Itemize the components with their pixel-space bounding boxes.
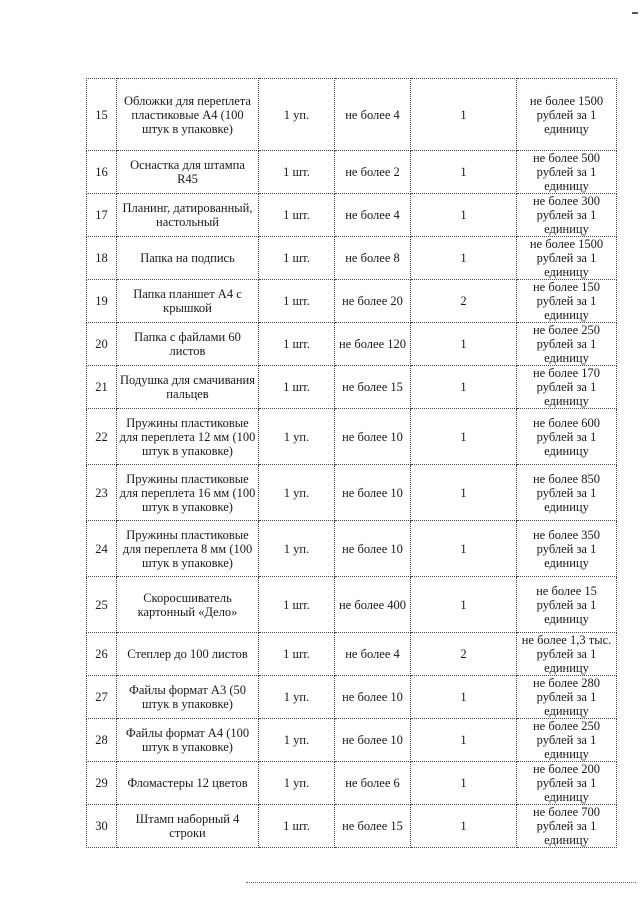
item-count-cell: 1 bbox=[411, 676, 517, 719]
unit-of-measure-cell: 1 уп. bbox=[259, 521, 335, 577]
item-count-cell: 1 bbox=[411, 323, 517, 366]
item-name-cell: Скоросшиватель картонный «Дело» bbox=[117, 577, 259, 633]
item-count-cell: 1 bbox=[411, 237, 517, 280]
supplies-table bbox=[86, 78, 617, 848]
page-bottom-rule bbox=[246, 882, 636, 883]
table-row bbox=[87, 805, 617, 848]
table-row bbox=[87, 676, 617, 719]
item-name-cell: Пружины пластиковые для переплета 12 мм (100 штук в упаковке) bbox=[117, 409, 259, 465]
item-name-cell: Папка планшет А4 с крышкой bbox=[117, 280, 259, 323]
item-name-cell: Фломастеры 12 цветов bbox=[117, 762, 259, 805]
quantity-limit-cell: не более 4 bbox=[335, 79, 411, 151]
unit-of-measure-cell: 1 шт. bbox=[259, 633, 335, 676]
quantity-limit-cell: не более 120 bbox=[335, 323, 411, 366]
unit-of-measure-cell: 1 уп. bbox=[259, 676, 335, 719]
table-row bbox=[87, 79, 617, 151]
table-row bbox=[87, 409, 617, 465]
item-name-cell: Подушка для смачивания пальцев bbox=[117, 366, 259, 409]
row-number-cell: 25 bbox=[87, 577, 117, 633]
unit-of-measure-cell: 1 шт. bbox=[259, 805, 335, 848]
unit-of-measure-cell: 1 шт. bbox=[259, 237, 335, 280]
item-name-cell: Папка на подпись bbox=[117, 237, 259, 280]
item-count-cell: 2 bbox=[411, 280, 517, 323]
price-limit-cell: не более 170 рублей за 1 единицу bbox=[517, 366, 617, 409]
item-name-cell: Папка с файлами 60 листов bbox=[117, 323, 259, 366]
quantity-limit-cell: не более 10 bbox=[335, 521, 411, 577]
supplies-table-body bbox=[87, 79, 617, 848]
price-limit-cell: не более 300 рублей за 1 единицу bbox=[517, 194, 617, 237]
item-name-cell: Оснастка для штампа R45 bbox=[117, 151, 259, 194]
unit-of-measure-cell: 1 шт. bbox=[259, 366, 335, 409]
price-limit-cell: не более 1500 рублей за 1 единицу bbox=[517, 79, 617, 151]
unit-of-measure-cell: 1 шт. bbox=[259, 151, 335, 194]
quantity-limit-cell: не более 6 bbox=[335, 762, 411, 805]
quantity-limit-cell: не более 400 bbox=[335, 577, 411, 633]
table-row bbox=[87, 762, 617, 805]
quantity-limit-cell: не более 10 bbox=[335, 409, 411, 465]
price-limit-cell: не более 500 рублей за 1 единицу bbox=[517, 151, 617, 194]
quantity-limit-cell: не более 4 bbox=[335, 633, 411, 676]
price-limit-cell: не более 150 рублей за 1 единицу bbox=[517, 280, 617, 323]
table-row bbox=[87, 465, 617, 521]
row-number-cell: 21 bbox=[87, 366, 117, 409]
quantity-limit-cell: не более 10 bbox=[335, 465, 411, 521]
item-count-cell: 1 bbox=[411, 465, 517, 521]
row-number-cell: 29 bbox=[87, 762, 117, 805]
row-number-cell: 26 bbox=[87, 633, 117, 676]
item-count-cell: 1 bbox=[411, 805, 517, 848]
table-row bbox=[87, 577, 617, 633]
item-count-cell: 1 bbox=[411, 194, 517, 237]
table-row bbox=[87, 194, 617, 237]
item-name-cell: Степлер до 100 листов bbox=[117, 633, 259, 676]
price-limit-cell: не более 250 рублей за 1 единицу bbox=[517, 323, 617, 366]
row-number-cell: 28 bbox=[87, 719, 117, 762]
quantity-limit-cell: не более 4 bbox=[335, 194, 411, 237]
item-count-cell: 1 bbox=[411, 366, 517, 409]
table-row bbox=[87, 151, 617, 194]
row-number-cell: 16 bbox=[87, 151, 117, 194]
item-name-cell: Файлы формат А3 (50 штук в упаковке) bbox=[117, 676, 259, 719]
unit-of-measure-cell: 1 уп. bbox=[259, 409, 335, 465]
unit-of-measure-cell: 1 уп. bbox=[259, 719, 335, 762]
price-limit-cell: не более 600 рублей за 1 единицу bbox=[517, 409, 617, 465]
item-name-cell: Штамп наборный 4 строки bbox=[117, 805, 259, 848]
item-count-cell: 1 bbox=[411, 762, 517, 805]
unit-of-measure-cell: 1 уп. bbox=[259, 79, 335, 151]
price-limit-cell: не более 200 рублей за 1 единицу bbox=[517, 762, 617, 805]
unit-of-measure-cell: 1 шт. bbox=[259, 280, 335, 323]
row-number-cell: 27 bbox=[87, 676, 117, 719]
table-row bbox=[87, 237, 617, 280]
row-number-cell: 15 bbox=[87, 79, 117, 151]
quantity-limit-cell: не более 8 bbox=[335, 237, 411, 280]
item-count-cell: 1 bbox=[411, 577, 517, 633]
row-number-cell: 30 bbox=[87, 805, 117, 848]
price-limit-cell: не более 350 рублей за 1 единицу bbox=[517, 521, 617, 577]
unit-of-measure-cell: 1 уп. bbox=[259, 762, 335, 805]
item-count-cell: 1 bbox=[411, 151, 517, 194]
item-name-cell: Файлы формат А4 (100 штук в упаковке) bbox=[117, 719, 259, 762]
unit-of-measure-cell: 1 шт. bbox=[259, 577, 335, 633]
row-number-cell: 20 bbox=[87, 323, 117, 366]
quantity-limit-cell: не более 10 bbox=[335, 676, 411, 719]
unit-of-measure-cell: 1 шт. bbox=[259, 194, 335, 237]
price-limit-cell: не более 250 рублей за 1 единицу bbox=[517, 719, 617, 762]
item-count-cell: 1 bbox=[411, 409, 517, 465]
item-count-cell: 1 bbox=[411, 79, 517, 151]
row-number-cell: 17 bbox=[87, 194, 117, 237]
quantity-limit-cell: не более 20 bbox=[335, 280, 411, 323]
quantity-limit-cell: не более 2 bbox=[335, 151, 411, 194]
table-row bbox=[87, 366, 617, 409]
price-limit-cell: не более 15 рублей за 1 единицу bbox=[517, 577, 617, 633]
price-limit-cell: не более 1500 рублей за 1 единицу bbox=[517, 237, 617, 280]
table-row bbox=[87, 280, 617, 323]
item-count-cell: 2 bbox=[411, 633, 517, 676]
item-count-cell: 1 bbox=[411, 521, 517, 577]
quantity-limit-cell: не более 15 bbox=[335, 366, 411, 409]
item-name-cell: Пружины пластиковые для переплета 16 мм (100 штук в упаковке) bbox=[117, 465, 259, 521]
row-number-cell: 22 bbox=[87, 409, 117, 465]
table-row bbox=[87, 323, 617, 366]
row-number-cell: 24 bbox=[87, 521, 117, 577]
item-name-cell: Планинг, датированный, настольный bbox=[117, 194, 259, 237]
row-number-cell: 18 bbox=[87, 237, 117, 280]
item-name-cell: Обложки для переплета пластиковые А4 (100 штук в упаковке) bbox=[117, 79, 259, 151]
price-limit-cell: не более 280 рублей за 1 единицу bbox=[517, 676, 617, 719]
unit-of-measure-cell: 1 уп. bbox=[259, 465, 335, 521]
item-count-cell: 1 bbox=[411, 719, 517, 762]
price-limit-cell: не более 850 рублей за 1 единицу bbox=[517, 465, 617, 521]
row-number-cell: 19 bbox=[87, 280, 117, 323]
row-number-cell: 23 bbox=[87, 465, 117, 521]
page-corner-mark bbox=[632, 12, 638, 14]
table-row bbox=[87, 633, 617, 676]
table-row bbox=[87, 521, 617, 577]
table-row bbox=[87, 719, 617, 762]
unit-of-measure-cell: 1 шт. bbox=[259, 323, 335, 366]
quantity-limit-cell: не более 10 bbox=[335, 719, 411, 762]
item-name-cell: Пружины пластиковые для переплета 8 мм (100 штук в упаковке) bbox=[117, 521, 259, 577]
price-limit-cell: не более 700 рублей за 1 единицу bbox=[517, 805, 617, 848]
price-limit-cell: не более 1,3 тыс. рублей за 1 единицу bbox=[517, 633, 617, 676]
quantity-limit-cell: не более 15 bbox=[335, 805, 411, 848]
